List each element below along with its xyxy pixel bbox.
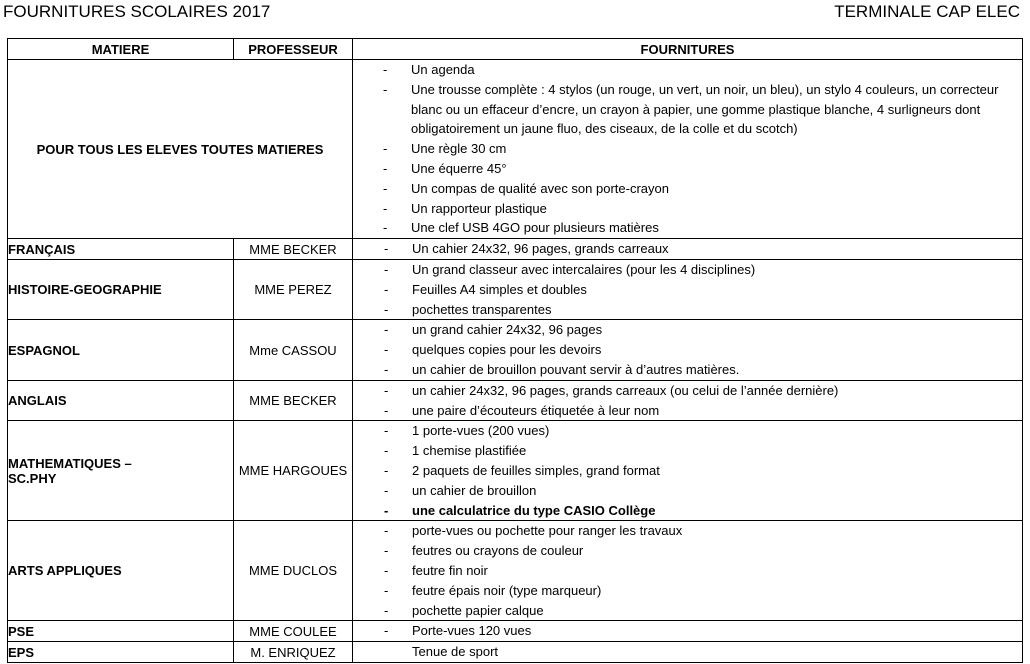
supply-list: [353, 60, 1022, 238]
list-item: - feutre épais noir (type marqueur): [353, 581, 1022, 601]
list-item: - 2 paquets de feuilles simples, grand format: [353, 461, 1022, 481]
professeur-cell: MME HARGOUES: [234, 421, 353, 521]
list-item: - feutres ou crayons de couleur: [353, 541, 1022, 561]
list-item: - 1 porte-vues (200 vues): [353, 421, 1022, 441]
supply-list: [353, 421, 1022, 520]
list-item: - Feuilles A4 simples et doubles: [353, 280, 1022, 300]
matiere-cell: MATHEMATIQUES – SC.PHY: [8, 421, 234, 521]
table-row: [8, 239, 1023, 260]
column-header-matiere: MATIERE: [8, 39, 234, 60]
list-item: - Un rapporteur plastique: [353, 199, 1022, 219]
list-item: - un cahier de brouillon: [353, 481, 1022, 501]
supply-list: [353, 621, 1022, 641]
table-header-row: [8, 39, 1023, 60]
professeur-cell: MME BECKER: [234, 239, 353, 260]
table-row: [8, 259, 1023, 319]
fournitures-cell: [353, 320, 1023, 380]
list-item: - feutre fin noir: [353, 561, 1022, 581]
column-header-fournitures: FOURNITURES: [353, 39, 1023, 60]
class-title: TERMINALE CAP ELEC: [834, 2, 1020, 21]
list-item: - Une clef USB 4GO pour plusieurs matières: [353, 218, 1022, 238]
fournitures-cell: [353, 259, 1023, 319]
list-item: - porte-vues ou pochette pour ranger les travaux: [353, 521, 1022, 541]
list-item: - Une trousse complète : 4 stylos (un rouge, un vert, un noir, un bleu), un stylo 4 couleurs, un correcteur blanc ou un effaceur d’encre, un crayon à papier, une gomme plastique blanche, 4 surligneurs dont obligatoirement un jaune fluo, des ciseaux, de la colle et du scotch): [353, 80, 1022, 139]
page-header: [0, 2, 1030, 24]
list-item: - une paire d’écouteurs étiquetée à leur nom: [353, 401, 1022, 421]
list-item: - 1 chemise plastifiée: [353, 441, 1022, 461]
fournitures-cell: [353, 380, 1023, 421]
list-item: - Porte-vues 120 vues: [353, 621, 1022, 641]
fournitures-cell: [353, 621, 1023, 642]
matiere-cell: ARTS APPLIQUES: [8, 521, 234, 621]
list-item: - quelques copies pour les devoirs: [353, 340, 1022, 360]
list-item: - pochettes transparentes: [353, 300, 1022, 320]
list-item: - Une équerre 45°: [353, 159, 1022, 179]
supply-list: [353, 239, 1022, 259]
matiere-cell: EPS: [8, 642, 234, 663]
supplies-table: [7, 38, 1023, 663]
list-item: - Un grand classeur avec intercalaires (pour les 4 disciplines): [353, 260, 1022, 280]
list-item: - Un cahier 24x32, 96 pages, grands carreaux: [353, 239, 1022, 259]
list-item: - Un agenda: [353, 60, 1022, 80]
fournitures-cell: [353, 239, 1023, 260]
table-row: [8, 60, 1023, 239]
professeur-cell: MME DUCLOS: [234, 521, 353, 621]
fournitures-cell: [353, 642, 1023, 663]
document-title: FOURNITURES SCOLAIRES 2017: [3, 2, 271, 21]
list-item: - Un compas de qualité avec son porte-crayon: [353, 179, 1022, 199]
list-item: - pochette papier calque: [353, 601, 1022, 621]
fournitures-cell: [353, 521, 1023, 621]
table-row: [8, 320, 1023, 380]
matiere-cell: PSE: [8, 621, 234, 642]
list-item: Tenue de sport: [412, 644, 499, 660]
table-row: [8, 380, 1023, 421]
supply-list: [353, 521, 1022, 620]
table-row: [8, 642, 1023, 663]
table-row: [8, 421, 1023, 521]
professeur-cell: Mme CASSOU: [234, 320, 353, 380]
professeur-cell: MME COULEE: [234, 621, 353, 642]
list-item: - une calculatrice du type CASIO Collège: [353, 501, 1022, 521]
table-row: [8, 621, 1023, 642]
supply-list: [353, 320, 1022, 379]
list-item: - un cahier de brouillon pouvant servir à d’autres matières.: [353, 360, 1022, 380]
professeur-cell: MME BECKER: [234, 380, 353, 421]
matiere-cell: ANGLAIS: [8, 380, 234, 421]
supply-list: [353, 381, 1022, 421]
professeur-cell: MME PEREZ: [234, 259, 353, 319]
matiere-cell: POUR TOUS LES ELEVES TOUTES MATIERES: [8, 60, 353, 239]
matiere-cell: HISTOIRE-GEOGRAPHIE: [8, 259, 234, 319]
list-item: - un grand cahier 24x32, 96 pages: [353, 320, 1022, 340]
supply-list: [353, 260, 1022, 319]
column-header-professeur: PROFESSEUR: [234, 39, 353, 60]
matiere-cell: ESPAGNOL: [8, 320, 234, 380]
fournitures-cell: [353, 421, 1023, 521]
supply-list: [353, 642, 1022, 662]
list-item: - Une règle 30 cm: [353, 139, 1022, 159]
fournitures-cell: [353, 60, 1023, 239]
professeur-cell: M. ENRIQUEZ: [234, 642, 353, 663]
list-item: - un cahier 24x32, 96 pages, grands carreaux (ou celui de l’année dernière): [353, 381, 1022, 401]
matiere-cell: FRANÇAIS: [8, 239, 234, 260]
table-row: [8, 521, 1023, 621]
